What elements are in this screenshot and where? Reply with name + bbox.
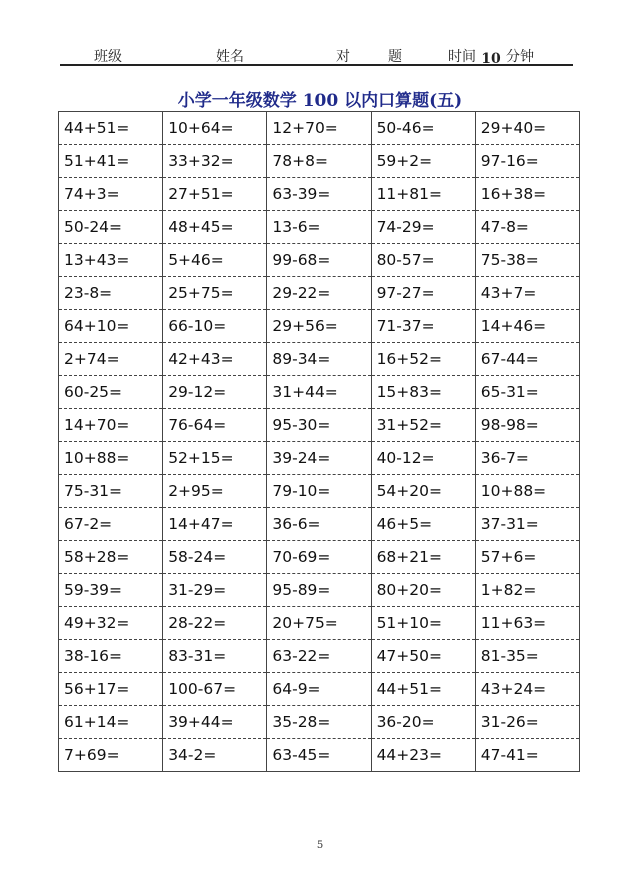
problem-cell: 51+10= (371, 607, 475, 640)
problem-cell: 76-64= (163, 409, 267, 442)
problem-cell: 48+45= (163, 211, 267, 244)
problem-cell: 37-31= (475, 508, 579, 541)
problem-cell: 68+21= (371, 541, 475, 574)
problem-cell: 65-31= (475, 376, 579, 409)
problem-cell: 36-7= (475, 442, 579, 475)
problem-row (59, 178, 580, 211)
problem-cell: 29-12= (163, 376, 267, 409)
problem-cell: 14+47= (163, 508, 267, 541)
problem-cell: 59-39= (59, 574, 163, 607)
problem-cell: 7+69= (59, 739, 163, 772)
problem-cell: 57+6= (475, 541, 579, 574)
problem-cell: 14+46= (475, 310, 579, 343)
minutes-label: 分钟 (506, 49, 534, 65)
problem-cell: 35-28= (267, 706, 371, 739)
problem-cell: 1+82= (475, 574, 579, 607)
problem-cell: 60-25= (59, 376, 163, 409)
problem-row (59, 442, 580, 475)
problem-row (59, 508, 580, 541)
problem-cell: 10+88= (59, 442, 163, 475)
problem-cell: 38-16= (59, 640, 163, 673)
problem-cell: 70-69= (267, 541, 371, 574)
worksheet-title: 小学一年级数学 100 以内口算题(五) (177, 91, 463, 111)
problem-cell: 33+32= (163, 145, 267, 178)
problem-cell: 43+24= (475, 673, 579, 706)
problem-cell: 44+23= (371, 739, 475, 772)
problem-cell: 58+28= (59, 541, 163, 574)
problem-cell: 29+56= (267, 310, 371, 343)
problem-row (59, 739, 580, 772)
name-blank[interactable] (244, 51, 318, 66)
problem-cell: 98-98= (475, 409, 579, 442)
page-number: 5 (316, 840, 324, 851)
problem-cell: 52+15= (163, 442, 267, 475)
problem-cell: 43+7= (475, 277, 579, 310)
problem-row (59, 244, 580, 277)
class-blank[interactable] (122, 51, 194, 66)
problem-cell: 36-6= (267, 508, 371, 541)
problem-cell: 29-22= (267, 277, 371, 310)
problem-grid (58, 111, 580, 772)
problem-cell: 63-45= (267, 739, 371, 772)
problem-cell: 5+46= (163, 244, 267, 277)
problem-cell: 58-24= (163, 541, 267, 574)
problem-cell: 16+38= (475, 178, 579, 211)
problem-row (59, 541, 580, 574)
problem-cell: 64-9= (267, 673, 371, 706)
problem-cell: 13+43= (59, 244, 163, 277)
problem-cell: 34-2= (163, 739, 267, 772)
problem-cell: 81-35= (475, 640, 579, 673)
problem-row (59, 706, 580, 739)
problem-cell: 51+41= (59, 145, 163, 178)
problem-cell: 20+75= (267, 607, 371, 640)
problem-cell: 97-16= (475, 145, 579, 178)
problem-cell: 56+17= (59, 673, 163, 706)
problem-cell: 10+88= (475, 475, 579, 508)
problem-cell: 75-38= (475, 244, 579, 277)
name-field[interactable] (216, 46, 318, 66)
problem-cell: 99-68= (267, 244, 371, 277)
problem-cell: 39+44= (163, 706, 267, 739)
problem-cell: 63-39= (267, 178, 371, 211)
problem-row (59, 211, 580, 244)
problem-cell: 74-29= (371, 211, 475, 244)
problem-cell: 50-46= (371, 112, 475, 145)
time-value: 10 (476, 51, 506, 66)
problem-cell: 11+81= (371, 178, 475, 211)
problem-cell: 66-10= (163, 310, 267, 343)
problem-cell: 80+20= (371, 574, 475, 607)
problem-row (59, 574, 580, 607)
problem-cell: 79-10= (267, 475, 371, 508)
problem-cell: 10+64= (163, 112, 267, 145)
problem-cell: 83-31= (163, 640, 267, 673)
problem-cell: 100-67= (163, 673, 267, 706)
problem-cell: 67-2= (59, 508, 163, 541)
problem-cell: 39-24= (267, 442, 371, 475)
problem-cell: 13-6= (267, 211, 371, 244)
problem-row (59, 112, 580, 145)
correct-label: 对 (336, 49, 350, 65)
class-field[interactable] (94, 46, 194, 66)
problem-cell: 40-12= (371, 442, 475, 475)
problem-cell: 63-22= (267, 640, 371, 673)
problem-cell: 46+5= (371, 508, 475, 541)
problem-row (59, 310, 580, 343)
time-field (448, 46, 534, 66)
problem-cell: 64+10= (59, 310, 163, 343)
problem-cell: 97-27= (371, 277, 475, 310)
problem-cell: 16+52= (371, 343, 475, 376)
problem-cell: 11+63= (475, 607, 579, 640)
problem-cell: 44+51= (371, 673, 475, 706)
problem-cell: 12+70= (267, 112, 371, 145)
problem-cell: 15+83= (371, 376, 475, 409)
problem-cell: 75-31= (59, 475, 163, 508)
problem-cell: 29+40= (475, 112, 579, 145)
problem-cell: 44+51= (59, 112, 163, 145)
problem-cell: 67-44= (475, 343, 579, 376)
score-field[interactable] (336, 46, 402, 66)
problem-cell: 89-34= (267, 343, 371, 376)
problem-row (59, 607, 580, 640)
problem-cell: 54+20= (371, 475, 475, 508)
questions-label: 题 (388, 49, 402, 65)
problem-row (59, 277, 580, 310)
score-blank[interactable] (354, 51, 388, 66)
problem-cell: 80-57= (371, 244, 475, 277)
problem-cell: 23-8= (59, 277, 163, 310)
problem-cell: 42+43= (163, 343, 267, 376)
problem-cell: 31+44= (267, 376, 371, 409)
problem-cell: 74+3= (59, 178, 163, 211)
problem-row (59, 640, 580, 673)
problem-cell: 61+14= (59, 706, 163, 739)
problem-cell: 31+52= (371, 409, 475, 442)
problem-row (59, 673, 580, 706)
worksheet-header (60, 40, 573, 66)
name-label: 姓名 (216, 49, 244, 65)
problem-cell: 71-37= (371, 310, 475, 343)
problem-cell: 27+51= (163, 178, 267, 211)
problem-cell: 14+70= (59, 409, 163, 442)
problem-cell: 78+8= (267, 145, 371, 178)
problem-cell: 95-89= (267, 574, 371, 607)
problem-row (59, 409, 580, 442)
problem-cell: 59+2= (371, 145, 475, 178)
problem-row (59, 343, 580, 376)
time-label: 时间 (448, 49, 476, 65)
problem-cell: 31-26= (475, 706, 579, 739)
problem-cell: 47-41= (475, 739, 579, 772)
class-label: 班级 (94, 49, 122, 65)
problem-row (59, 145, 580, 178)
problem-cell: 50-24= (59, 211, 163, 244)
problem-cell: 28-22= (163, 607, 267, 640)
problem-cell: 25+75= (163, 277, 267, 310)
problem-cell: 2+95= (163, 475, 267, 508)
problem-cell: 47+50= (371, 640, 475, 673)
problem-cell: 95-30= (267, 409, 371, 442)
problem-cell: 47-8= (475, 211, 579, 244)
problem-cell: 2+74= (59, 343, 163, 376)
problem-cell: 49+32= (59, 607, 163, 640)
problem-row (59, 475, 580, 508)
problem-cell: 36-20= (371, 706, 475, 739)
problem-row (59, 376, 580, 409)
problem-cell: 31-29= (163, 574, 267, 607)
